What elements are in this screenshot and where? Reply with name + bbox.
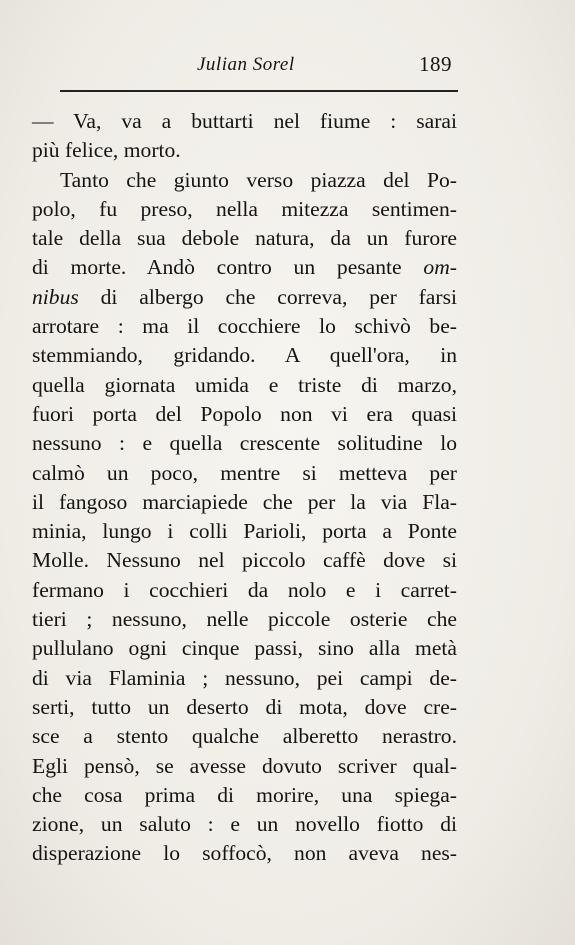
text-line: più felice, morto. [32, 138, 181, 163]
text-line: nessuno : e quella crescente solitudine lo [32, 431, 457, 456]
text-line: serti, tutto un deserto di mota, dove cre- [32, 694, 457, 719]
text-line: Molle. Nessuno nel piccolo caffè dove si [32, 548, 457, 573]
text-line: sce a stento qualche alberetto nerastro. [32, 724, 457, 749]
text-line: polo, fu preso, nella mitezza sentimen- [32, 196, 457, 221]
header-rule [60, 90, 458, 92]
text-line: di via Flaminia ; nessuno, pei campi de- [32, 665, 457, 690]
text-line: calmò un poco, mentre si metteva per [32, 460, 457, 485]
text-line: che cosa prima di morire, una spiega- [32, 782, 457, 807]
body-text [32, 107, 457, 869]
text-line: tale della sua debole natura, da un furore [32, 226, 457, 251]
text-line: il fangoso marciapiede che per la via Fla- [32, 489, 457, 514]
text-line: disperazione lo soffocò, non aveva nes- [32, 841, 457, 866]
italic-word: nibus [32, 284, 79, 309]
text-line: fuori porta del Popolo non vi era quasi [32, 401, 457, 426]
text-line: quella giornata umida e triste di marzo, [32, 372, 457, 397]
running-title: Julian Sorel [197, 54, 295, 75]
text-line: minia, lungo i colli Parioli, porta a Ponte [32, 519, 457, 544]
text-line: pullulano ogni cinque passi, sino alla metà [32, 636, 457, 661]
text-line: stemmiando, gridando. A quell'ora, in [32, 343, 457, 368]
text-line: zione, un saluto : e un novello fiotto di [32, 812, 457, 837]
text-segment: di morte. Andò contro un pesante [32, 255, 424, 280]
text-line [32, 253, 457, 282]
text-line: arrotare : ma il cocchiere lo schivò be- [32, 314, 457, 339]
text-segment: di albergo che correva, per farsi [78, 284, 457, 309]
text-line: — Va, va a buttarti nel fiume : sarai [32, 109, 457, 133]
text-line: tieri ; nessuno, nelle piccole osterie che [32, 607, 457, 632]
text-line [32, 283, 457, 312]
page-number: 189 [419, 52, 452, 76]
italic-word: om- [423, 255, 457, 280]
text-line: Egli pensò, se avesse dovuto scriver qual- [32, 753, 457, 778]
text-line: fermano i cocchieri da nolo e i carret- [32, 577, 457, 602]
text-line: Tanto che giunto verso piazza del Po- [60, 167, 457, 192]
page-header [0, 52, 575, 82]
